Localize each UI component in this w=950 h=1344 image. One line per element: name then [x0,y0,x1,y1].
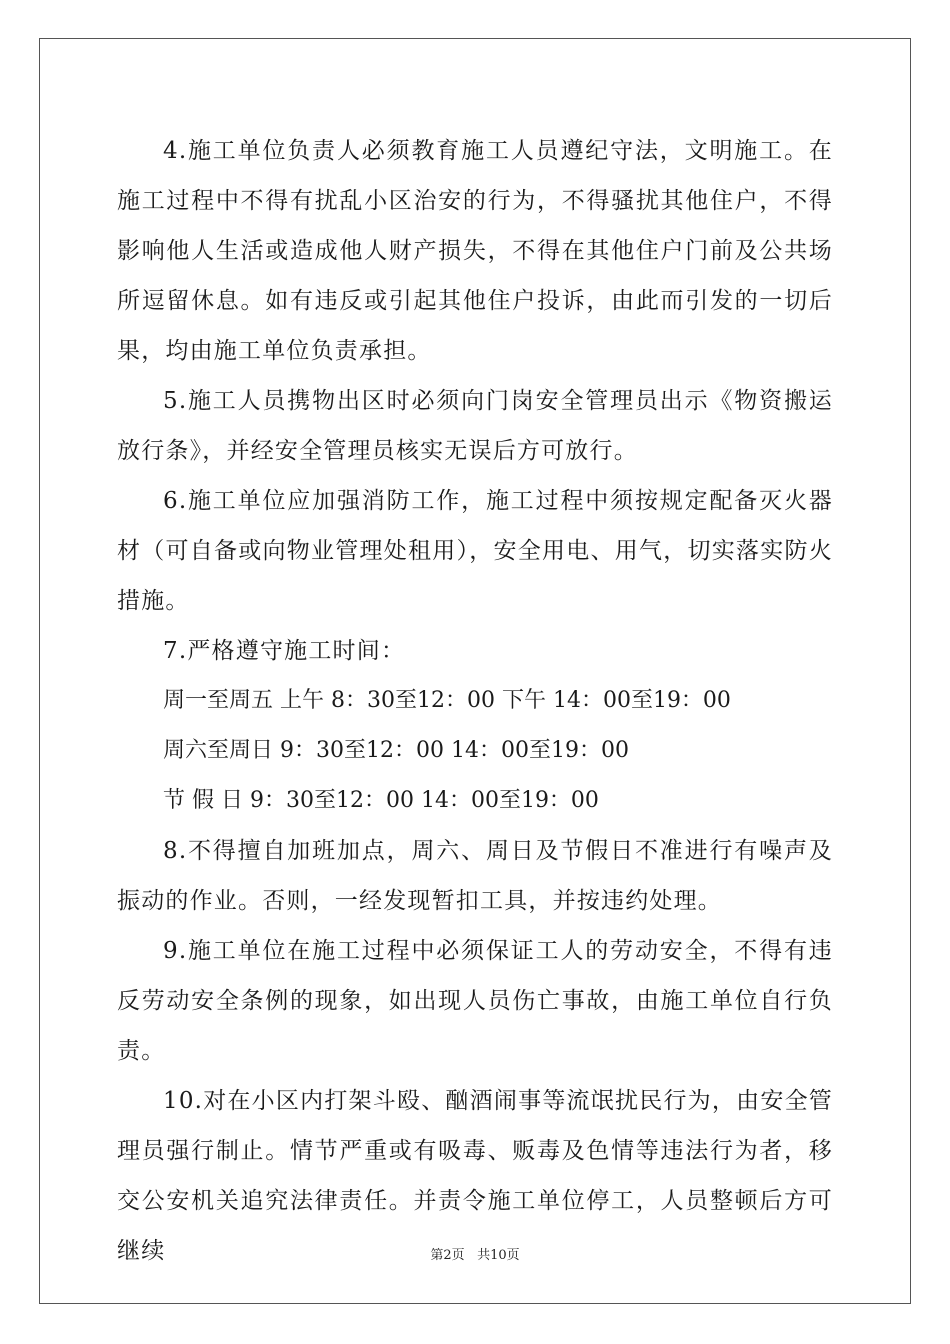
paragraph-9: 9.施工单位在施工过程中必须保证工人的劳动安全，不得有违反劳动安全条例的现象，如出现人员伤亡事故，由施工单位自行负责。 [117,938,833,1064]
paragraph-10: 10.对在小区内打架斗殴、酗酒闹事等流氓扰民行为，由安全管理员强行制止。情节严重或有吸毒、贩毒及色情等违法行为者，移交公安机关追究法律责任。并责令施工单位停工，人员整顿后方可继续 [117,1088,833,1264]
paragraph-8: 8.不得擅自加班加点，周六、周日及节假日不准进行有噪声及振动的作业。否则，一经发现暂扣工具，并按违约处理。 [117,838,833,914]
paragraph-6: 6.施工单位应加强消防工作，施工过程中须按规定配备灭火器材（可自备或向物业管理处租用），安全用电、用气，切实落实防火措施。 [117,488,833,614]
paragraph-4: 4.施工单位负责人必须教育施工人员遵纪守法，文明施工。在施工过程中不得有扰乱小区治安的行为，不得骚扰其他住户，不得影响他人生活或造成他人财产损失，不得在其他住户门前及公共场所逗留休息。如有违反或引起其他住户投诉，由此而引发的一切后果，均由施工单位负责承担。 [117,138,833,364]
schedule-holidays: 节 假 日 9：30至12：00 14：00至19：00 [163,788,599,813]
page-number: 第2页 [430,1248,465,1263]
page-footer [0,1244,950,1263]
page-total: 共10页 [477,1248,520,1263]
schedule-weekdays: 周一至周五 上午 8：30至12：00 下午 14：00至19：00 [163,688,731,713]
paragraph-7: 7.严格遵守施工时间： [163,638,406,664]
schedule-weekend: 周六至周日 9：30至12：00 14：00至19：00 [163,738,629,763]
document-body [117,126,833,1276]
paragraph-5: 5.施工人员携物出区时必须向门岗安全管理员出示《物资搬运放行条》，并经安全管理员核实无误后方可放行。 [117,388,833,464]
